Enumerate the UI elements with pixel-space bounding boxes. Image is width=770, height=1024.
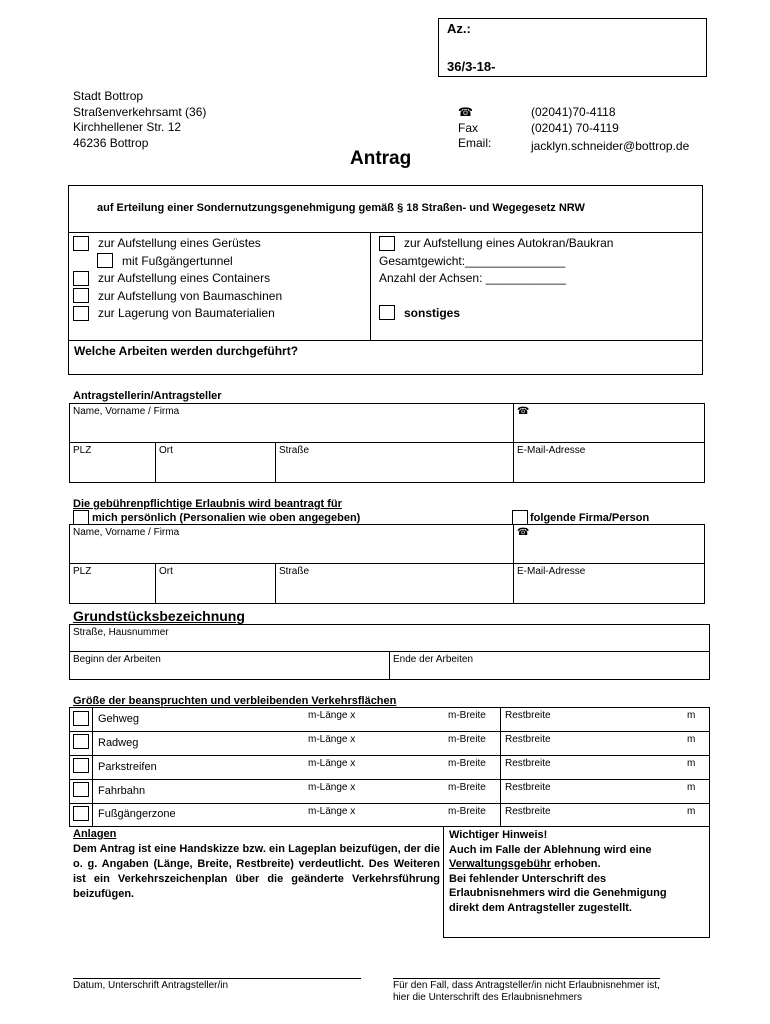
work-description-box[interactable] xyxy=(68,340,703,375)
applicant-name-label: Name, Vorname / Firma xyxy=(73,406,180,417)
work-start-field[interactable] xyxy=(69,651,390,680)
az-label: Az.: xyxy=(447,21,471,36)
attachments-heading: Anlagen xyxy=(73,828,117,840)
unit-label: m xyxy=(687,806,696,817)
bikelane-label: Radweg xyxy=(98,737,139,749)
permit-city-field[interactable] xyxy=(155,563,276,604)
areas-divider-right xyxy=(500,707,501,827)
unit-label: m xyxy=(687,710,696,721)
rest-label: Restbreite xyxy=(505,758,551,769)
axles-field[interactable]: Anzahl der Achsen: ____________ xyxy=(379,271,566,285)
permit-other-checkbox[interactable] xyxy=(512,510,528,525)
permit-self-label: mich persönlich (Personalien wie oben angegeben) xyxy=(92,512,361,524)
page-title: Antrag xyxy=(350,148,412,169)
work-start-label: Beginn der Arbeiten xyxy=(73,654,161,665)
permit-heading: Die gebührenpflichtige Erlaubnis wird beantragt für xyxy=(73,498,342,510)
permit-other-label: folgende Firma/Person xyxy=(530,512,650,524)
length-label: m-Länge x xyxy=(308,734,356,745)
authority-line: Straßenverkehrsamt (36) xyxy=(73,104,207,119)
authority-address xyxy=(73,89,206,151)
work-end-field[interactable] xyxy=(389,651,710,680)
rest-label: Restbreite xyxy=(505,806,551,817)
signature-line-right[interactable] xyxy=(393,978,660,979)
pedestrian-zone-label: Fußgängerzone xyxy=(98,808,176,820)
container-checkbox[interactable] xyxy=(73,271,89,286)
applicant-email-label: E-Mail-Adresse xyxy=(517,445,586,456)
notice-text xyxy=(449,828,699,915)
areas-row-line xyxy=(69,803,710,804)
unit-label: m xyxy=(687,734,696,745)
phone-icon: ☎ xyxy=(517,406,530,417)
permit-plz-field[interactable] xyxy=(69,563,156,604)
purpose-divider xyxy=(370,232,371,341)
materials-label: zur Lagerung von Baumaterialien xyxy=(98,306,275,320)
areas-row-line xyxy=(69,731,710,732)
scaffold-checkbox[interactable] xyxy=(73,236,89,251)
width-label: m-Breite xyxy=(448,806,486,817)
machinery-label: zur Aufstellung von Baumaschinen xyxy=(98,289,283,303)
width-label: m-Breite xyxy=(448,710,486,721)
roadway-checkbox[interactable] xyxy=(73,782,89,797)
applicant-name-field[interactable] xyxy=(69,403,514,443)
roadway-label: Fahrbahn xyxy=(98,785,146,797)
signature-label-left: Datum, Unterschrift Antragsteller/in xyxy=(73,980,229,991)
signature-label-right-line: Für den Fall, dass Antragsteller/in nicht Erlaubnisnehmer ist, xyxy=(393,980,660,991)
permit-name-label: Name, Vorname / Firma xyxy=(73,527,180,538)
signature-line-left[interactable] xyxy=(73,978,361,979)
parking-label: Parkstreifen xyxy=(98,761,157,773)
pedestrian-tunnel-checkbox[interactable] xyxy=(97,253,113,268)
email-label: Email: xyxy=(458,136,492,150)
permit-plz-label: PLZ xyxy=(73,566,92,577)
other-checkbox[interactable] xyxy=(379,305,395,320)
permit-street-label: Straße xyxy=(279,566,310,577)
contact-values xyxy=(531,105,689,155)
sidewalk-checkbox[interactable] xyxy=(73,711,89,726)
sidewalk-label: Gehweg xyxy=(98,713,139,725)
work-end-label: Ende der Arbeiten xyxy=(393,654,474,665)
length-label: m-Länge x xyxy=(308,710,356,721)
width-label: m-Breite xyxy=(448,734,486,745)
permit-street-field[interactable] xyxy=(275,563,514,604)
width-label: m-Breite xyxy=(448,758,486,769)
notice-heading: Wichtiger Hinweis! xyxy=(449,829,548,841)
unit-label: m xyxy=(687,758,696,769)
applicant-phone-field[interactable] xyxy=(513,403,705,443)
rest-label: Restbreite xyxy=(505,734,551,745)
applicant-street-label: Straße xyxy=(279,445,310,456)
permit-phone-field[interactable] xyxy=(513,524,705,564)
areas-heading: Größe der beanspruchten und verbleibenden Verkehrsflächen xyxy=(73,695,397,707)
phone-icon: ☎ xyxy=(458,105,473,119)
attachments-text: Dem Antrag ist eine Handskizze bzw. ein Lageplan beizufügen, der die o. g. Angaben (Länge, Breite, Restbreite) verdeutlicht. Des Weiteren ist ein Verkehrszeichenplan über die geänderte Verkehrsführung beizufügen. xyxy=(73,843,440,900)
fax-label: Fax xyxy=(458,120,479,135)
machinery-checkbox[interactable] xyxy=(73,288,89,303)
materials-checkbox[interactable] xyxy=(73,306,89,321)
pedestrian-zone-checkbox[interactable] xyxy=(73,806,89,821)
other-label: sonstiges xyxy=(404,306,461,320)
property-street-label: Straße, Hausnummer xyxy=(73,627,169,638)
permit-name-field[interactable] xyxy=(69,524,514,564)
phone-number: (02041)70-4118 xyxy=(531,105,616,119)
rest-label: Restbreite xyxy=(505,710,551,721)
applicant-plz-label: PLZ xyxy=(73,445,92,456)
bikelane-checkbox[interactable] xyxy=(73,734,89,749)
notice-line: Bei fehlender Unterschrift des Erlaubnisnehmers wird die Genehmigung direkt dem Antragsteller zugestellt. xyxy=(449,872,667,914)
permit-city-label: Ort xyxy=(159,566,173,577)
crane-checkbox[interactable] xyxy=(379,236,395,251)
scaffold-label: zur Aufstellung eines Gerüstes xyxy=(98,236,261,250)
phone-icon: ☎ xyxy=(517,527,530,538)
az-number: 36/3-18- xyxy=(447,59,496,74)
authority-line: 46236 Bottrop xyxy=(73,135,149,150)
file-number-box[interactable] xyxy=(438,18,707,77)
permit-self-checkbox[interactable] xyxy=(73,510,89,525)
signature-label-right xyxy=(393,980,660,1004)
applicant-email-field[interactable] xyxy=(513,442,705,483)
authority-line: Stadt Bottrop xyxy=(73,89,144,103)
crane-label: zur Aufstellung eines Autokran/Baukran xyxy=(404,236,614,250)
fax-number: (02041) 70-4119 xyxy=(531,120,619,135)
notice-box xyxy=(443,826,710,938)
permit-email-label: E-Mail-Adresse xyxy=(517,566,586,577)
permit-email-field[interactable] xyxy=(513,563,705,604)
applicant-plz-field[interactable] xyxy=(69,442,156,483)
notice-line: Auch im Falle der Ablehnung wird eine xyxy=(449,843,652,856)
rest-label: Restbreite xyxy=(505,782,551,793)
pedestrian-tunnel-label: mit Fußgängertunnel xyxy=(122,254,233,268)
purpose-heading: auf Erteilung einer Sondernutzungsgenehmigung gemäß § 18 Straßen- und Wegegesetz NRW xyxy=(97,202,585,214)
email-address[interactable]: jacklyn.schneider@bottrop.de xyxy=(531,139,690,153)
areas-row-line xyxy=(69,755,710,756)
applicant-heading: Antragstellerin/Antragsteller xyxy=(73,390,222,402)
authority-line: Kirchhellener Str. 12 xyxy=(73,120,182,134)
purpose-heading-box xyxy=(68,185,703,233)
contact-labels xyxy=(458,105,491,152)
notice-fee-line xyxy=(449,857,699,872)
signature-label-right-line: hier die Unterschrift des Erlaubnisnehmers xyxy=(393,992,582,1003)
total-weight-field[interactable]: Gesamtgewicht:_______________ xyxy=(379,254,566,268)
width-label: m-Breite xyxy=(448,782,486,793)
fee-rest: erhoben. xyxy=(551,858,601,870)
property-heading: Grundstücksbezeichnung xyxy=(73,608,245,624)
length-label: m-Länge x xyxy=(308,806,356,817)
areas-row-line xyxy=(69,779,710,780)
unit-label: m xyxy=(687,782,696,793)
length-label: m-Länge x xyxy=(308,758,356,769)
fee-word: Verwaltungsgebühr xyxy=(449,858,552,870)
container-label: zur Aufstellung eines Containers xyxy=(98,271,271,285)
parking-checkbox[interactable] xyxy=(73,758,89,773)
applicant-city-field[interactable] xyxy=(155,442,276,483)
work-question: Welche Arbeiten werden durchgeführt? xyxy=(74,344,299,358)
applicant-city-label: Ort xyxy=(159,445,173,456)
length-label: m-Länge x xyxy=(308,782,356,793)
applicant-street-field[interactable] xyxy=(275,442,514,483)
areas-divider-left xyxy=(92,707,93,827)
property-street-field[interactable] xyxy=(69,624,710,652)
